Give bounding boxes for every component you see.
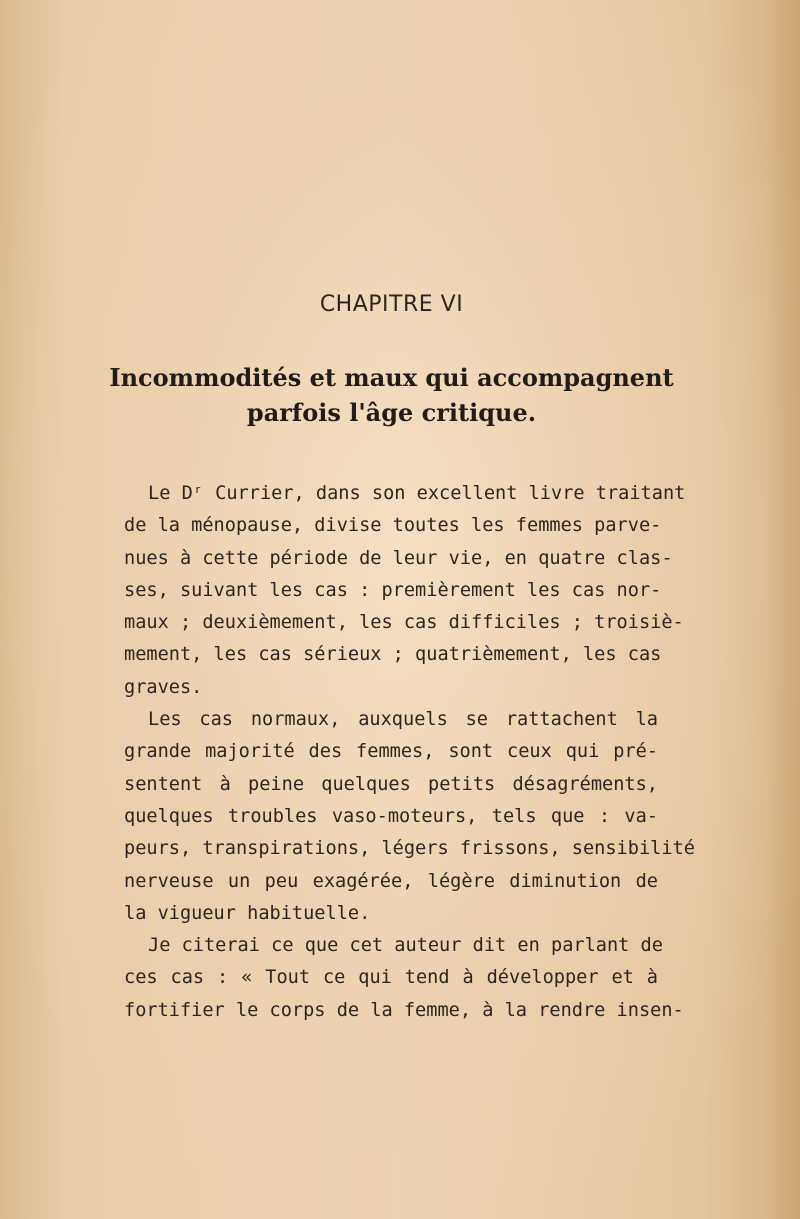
text-line: de la ménopause, divise toutes les femmes parve-: [124, 515, 662, 537]
text-line: la vigueur habituelle.: [124, 902, 371, 924]
chapter-heading: CHAPITRE VI: [319, 292, 464, 317]
chapter-title-line-1: Incommodités et maux qui accompagnent: [109, 363, 674, 392]
text-line: Les cas normaux, auxquels se rattachent la: [148, 709, 658, 731]
text-line: nerveuse un peu exagérée, légère diminution de: [124, 870, 658, 892]
text-line: fortifier le corps de la femme, à la rendre insen-: [124, 999, 684, 1021]
text-line: Le Dʳ Currier, dans son excellent livre traitant: [148, 483, 686, 504]
text-line: graves.: [124, 676, 203, 698]
chapter-title-line-2: parfois l'âge critique.: [246, 398, 537, 427]
page-edge-shadow: [766, 0, 800, 1219]
text-line: quelques troubles vaso-moteurs, tels que : va-: [124, 805, 658, 827]
text-line: Je citerai ce que cet auteur dit en parlant de: [148, 935, 663, 957]
text-line: mement, les cas sérieux ; quatrièmement, les cas: [124, 644, 662, 666]
text-line: nues à cette période de leur vie, en quatre clas-: [124, 547, 673, 569]
text-line: ces cas : « Tout ce qui tend à développer et à: [124, 967, 658, 989]
text-line: peurs, transpirations, légers frissons, sensibilité: [124, 838, 695, 860]
text-line: grande majorité des femmes, sont ceux qui pré-: [124, 741, 658, 763]
text-line: sentent à peine quelques petits désagréments,: [124, 773, 658, 795]
chapter-title: [0, 360, 783, 430]
text-line: ses, suivant les cas : premièrement les cas nor-: [124, 579, 662, 601]
text-line: maux ; deuxièmement, les cas difficiles ; troisiè-: [124, 612, 684, 634]
body-text: [124, 478, 695, 1027]
